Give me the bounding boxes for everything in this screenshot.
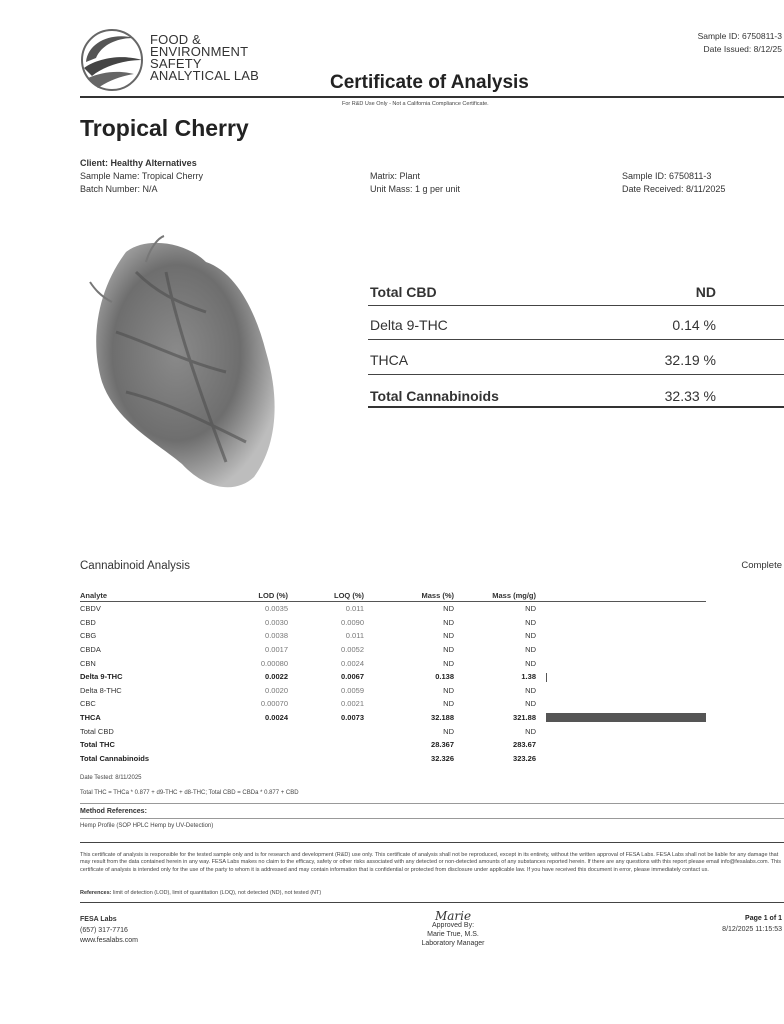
sample-receipt-info (622, 170, 725, 196)
col-header-mass-mg: Mass (mg/g) (454, 589, 536, 602)
summary-label: Total CBD (370, 284, 437, 300)
cell-lod: 0.0035 (265, 604, 288, 614)
cell-lod (172, 738, 288, 752)
cell-mass-pct: 32.326 (431, 753, 454, 763)
cell-mass-pct: 28.367 (431, 740, 454, 750)
section-divider (80, 803, 784, 804)
signature: Marie (434, 909, 472, 923)
section-divider (80, 818, 784, 819)
summary-bottom-rule (368, 406, 784, 408)
cell-mass-mg: ND (525, 604, 536, 614)
header-sample-info (698, 30, 782, 56)
section-divider (80, 842, 784, 843)
cell-mass-mg: ND (525, 685, 536, 695)
table-row (80, 643, 706, 657)
cell-bar (536, 711, 706, 725)
table-row (80, 602, 706, 616)
cell-mass-pct: ND (443, 658, 454, 668)
cell-loq: 0.011 (345, 604, 364, 614)
page-number: Page 1 of 1 (745, 915, 782, 922)
table-row (80, 697, 706, 711)
cell-analyte: CBN (80, 658, 96, 668)
cannabinoid-table (80, 589, 706, 765)
matrix: Matrix: Plant (370, 171, 421, 181)
cell-analyte: Total CBD (80, 726, 114, 736)
cell-loq: 0.0073 (341, 713, 364, 723)
date-received: Date Received: 8/11/2025 (622, 184, 726, 194)
approval-block (410, 909, 496, 948)
disclaimer-text: This certificate of analysis is responsible for the tested sample only and is for research and development (R&D) use only. This certificate of analysis shall not be reproduced, except in its entirety, without the written approval of FESA Labs. FESA Labs shall not be liable for any damage that may result from the data contained herein in any way. FESA Labs makes no claim to the efficacy, safety or other risks associated with any detected or non-detected amounts of any substances reported herein. If there are any questions with this report please email info@fesalabs.com. This certificate of analysis is intended only for the use of the party to whom it is addressed and may contain information that is confidential or protected from disclosure under applicable law. If you have received this document in error, please immediately contact us. (80, 852, 781, 873)
cell-bar (536, 670, 706, 684)
cell-mass-pct: 32.188 (431, 713, 454, 723)
col-header-lod: LOD (%) (172, 589, 288, 602)
certificate-title: Certificate of Analysis (330, 72, 529, 93)
cell-lod (172, 724, 288, 738)
cell-mass-mg: ND (525, 631, 536, 641)
rd-use-note: For R&D Use Only - Not a California Compliance Certificate. (342, 101, 489, 107)
cell-loq: 0.0090 (341, 617, 364, 627)
cell-analyte: CBDA (80, 645, 101, 655)
summary-label: Delta 9-THC (370, 317, 448, 333)
cell-lod: 0.0024 (265, 713, 288, 723)
cell-lod: 0.00080 (260, 658, 288, 668)
approver-name: Marie True, M.S. (427, 931, 479, 938)
summary-label: Total Cannabinoids (370, 388, 499, 404)
cell-loq (288, 738, 364, 752)
lab-logo-icon (78, 28, 146, 92)
summary-value: 0.14 % (672, 317, 716, 333)
cell-bar (536, 684, 706, 698)
table-row (80, 656, 706, 670)
cell-mass-mg: 321.88 (513, 713, 536, 723)
cell-bar (536, 602, 706, 616)
cell-loq: 0.011 (345, 631, 364, 641)
date-tested: Date Tested: 8/11/2025 (80, 775, 142, 781)
cell-analyte: THCA (80, 713, 101, 723)
cell-mass-pct: ND (443, 617, 454, 627)
analysis-title: Cannabinoid Analysis (80, 560, 190, 572)
cell-analyte: CBG (80, 631, 97, 641)
cell-mass-mg: ND (525, 699, 536, 709)
client-name: Client: Healthy Alternatives (80, 158, 197, 168)
unit-mass: Unit Mass: 1 g per unit (370, 184, 461, 194)
mass-bar (546, 673, 547, 682)
summary-label: THCA (370, 352, 409, 368)
cell-mass-mg: ND (525, 658, 536, 668)
page-info (722, 914, 782, 935)
cell-analyte: CBD (80, 617, 96, 627)
summary-value: 32.19 % (664, 352, 716, 368)
references (80, 890, 321, 896)
cell-analyte: CBC (80, 699, 96, 709)
header-divider (80, 96, 784, 98)
summary-value: 32.33 % (664, 388, 716, 404)
cell-analyte: Total Cannabinoids (80, 753, 150, 763)
logo-line: SAFETY (150, 56, 202, 71)
cell-mass-pct: ND (443, 685, 454, 695)
cell-loq: 0.0067 (341, 672, 364, 682)
cell-mass-pct: ND (443, 699, 454, 709)
cell-loq: 0.0024 (341, 658, 364, 668)
cell-analyte: CBDV (80, 604, 101, 614)
cell-mass-mg: ND (525, 726, 536, 736)
cell-bar (536, 629, 706, 643)
summary-divider (368, 339, 784, 340)
method-reference: Hemp Profile (SOP HPLC Hemp by UV-Detection) (80, 823, 214, 829)
cell-mass-pct: 0.138 (435, 672, 454, 682)
col-header-loq: LOQ (%) (288, 589, 364, 602)
cell-bar (536, 738, 706, 752)
client-info (80, 157, 203, 196)
cell-mass-pct: ND (443, 726, 454, 736)
cell-analyte: Delta 8-THC (80, 685, 122, 695)
cell-lod: 0.0022 (265, 672, 288, 682)
cell-loq (288, 724, 364, 738)
summary-divider (368, 305, 784, 306)
mass-bar (546, 713, 706, 722)
cell-mass-mg: ND (525, 645, 536, 655)
cell-analyte: Delta 9-THC (80, 672, 123, 682)
total-formula: Total THC = THCa * 0.877 + d9-THC + d8-THC; Total CBD = CBDa * 0.877 + CBD (80, 790, 299, 796)
cell-lod: 0.00070 (260, 699, 288, 709)
table-row (80, 738, 706, 752)
cell-lod: 0.0017 (265, 645, 288, 655)
cell-bar (536, 724, 706, 738)
cell-mass-pct: ND (443, 604, 454, 614)
cell-bar (536, 616, 706, 630)
cell-lod (172, 752, 288, 766)
col-header-mass-pct: Mass (%) (364, 589, 454, 602)
table-row (80, 616, 706, 630)
header-sample-id: Sample ID: 6750811-3 (697, 31, 782, 41)
lab-contact (80, 915, 138, 947)
sample-id: Sample ID: 6750811-3 (622, 171, 712, 181)
cell-bar (536, 697, 706, 711)
lab-name: FESA Labs (80, 916, 117, 923)
cell-bar (536, 752, 706, 766)
cell-lod: 0.0030 (265, 617, 288, 627)
col-header-analyte: Analyte (80, 589, 172, 602)
cell-bar (536, 656, 706, 670)
table-row (80, 711, 706, 725)
cell-lod: 0.0038 (265, 631, 288, 641)
report-timestamp: 8/12/2025 11:15:53 (722, 925, 782, 933)
approved-by-label: Approved By: (431, 922, 475, 929)
table-row (80, 724, 706, 738)
cell-loq: 0.0059 (341, 685, 364, 695)
cell-loq (288, 752, 364, 766)
footer-divider (80, 902, 784, 903)
summary-value: ND (695, 284, 716, 300)
product-name: Tropical Cherry (80, 115, 249, 141)
cell-loq: 0.0021 (341, 699, 364, 709)
logo-line: ENVIRONMENT (150, 44, 249, 59)
references-label: References: (80, 890, 112, 896)
table-header-row (80, 589, 706, 602)
cell-mass-mg: 1.38 (521, 672, 536, 682)
header-date-issued: Date Issued: 8/12/25 (703, 44, 782, 54)
table-row (80, 684, 706, 698)
table-row (80, 670, 706, 684)
cell-mass-mg: 283.67 (513, 740, 536, 750)
sample-name: Sample Name: Tropical Cherry (80, 171, 204, 181)
logo-line: FOOD & (150, 32, 202, 47)
cell-mass-mg: ND (525, 617, 536, 627)
references-text: limit of detection (LOD), limit of quantitation (LOQ), not detected (ND), not tested (NT) (113, 890, 322, 896)
logo-line: ANALYTICAL LAB (150, 68, 260, 83)
table-row (80, 752, 706, 766)
table-row (80, 629, 706, 643)
col-header-bar (536, 589, 706, 602)
cell-loq: 0.0052 (341, 645, 364, 655)
cell-mass-mg: 323.26 (513, 753, 536, 763)
batch-number: Batch Number: N/A (80, 184, 158, 194)
cell-analyte: Total THC (80, 740, 115, 750)
cell-lod: 0.0020 (265, 685, 288, 695)
lab-website[interactable]: www.fesalabs.com (80, 937, 138, 944)
approver-title: Laboratory Manager (421, 940, 485, 947)
lab-logo-wordmark (150, 34, 259, 82)
analysis-status: Complete (741, 560, 782, 571)
matrix-info (370, 170, 460, 196)
cell-bar (536, 643, 706, 657)
lab-phone: (657) 317-7716 (80, 926, 128, 934)
summary-divider (368, 374, 784, 375)
cell-mass-pct: ND (443, 631, 454, 641)
product-photo (86, 232, 296, 504)
method-references-title: Method References: (80, 808, 147, 815)
cell-mass-pct: ND (443, 645, 454, 655)
